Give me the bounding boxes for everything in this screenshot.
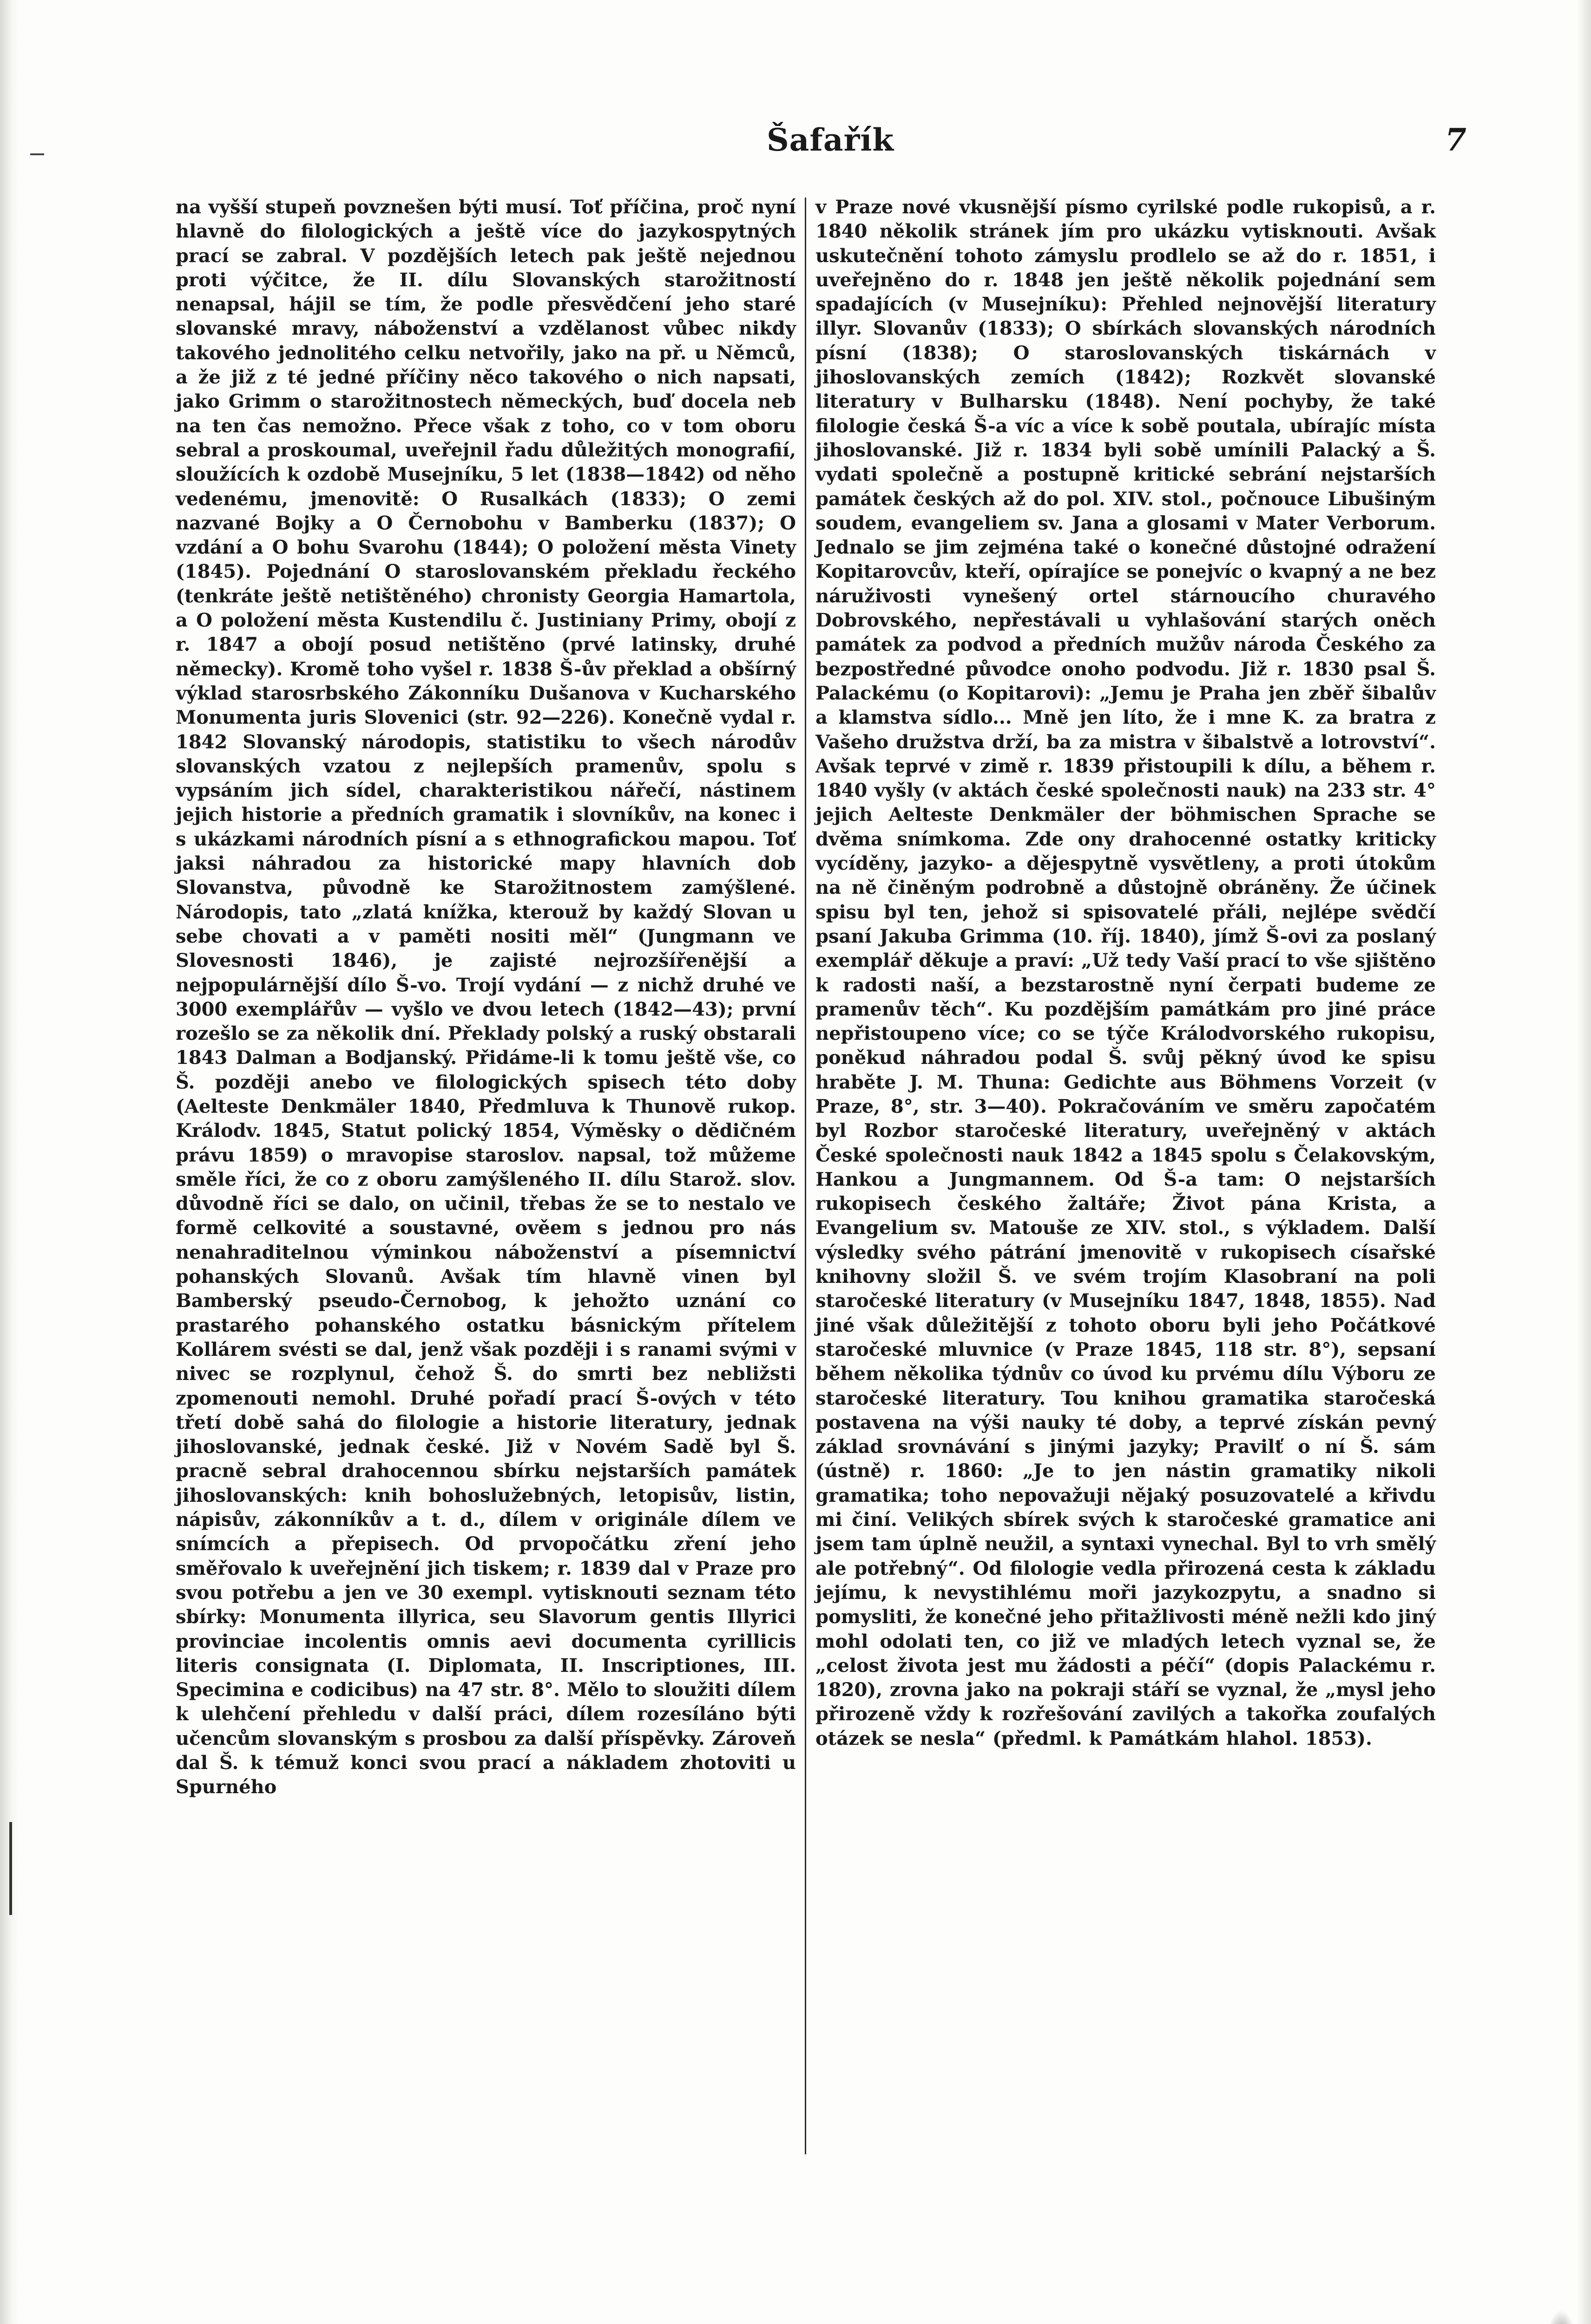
- page-edge-shadow: [1577, 0, 1591, 2324]
- scan-stain: [1547, 2310, 1575, 2324]
- margin-binding-mark: [9, 1822, 19, 1915]
- running-header: [0, 122, 1591, 164]
- left-column: [176, 195, 796, 1800]
- running-title: Šafařík: [767, 122, 894, 158]
- left-column-text: na vyšší stupeň povznešen býti musí. Toť příčina, proč nyní hlavně do filologických a ještě více do jazykospytných prací se zabral. V pozdějších letech pak ještě nejednou proti výčitce, že II. dílu Slovanských starožitností nenapsal, hájil se tím, že podle přesvědčení jeho staré slovanské mravy, náboženství a vzdělanost vůbec nikdy takového jednolitého celku netvořily, jako na př. u Němců, a že již z té jedné příčiny něco takového o nich napsati, jako Grimm o starožitnostech německých, buď docela neb na ten čas nemožno. Přece však z toho, co v tom oboru sebral a proskoumal, uveřejnil řadu důležitých monografií, sloužících k ozdobě Musejníku, 5 let (1838—1842) od něho vedenému, jmenovitě: O Rusalkách (1833); O zemi nazvané Bojky a O Černobohu v Bamberku (1837); O vzdání a O bohu Svarohu (1844); O položení města Vinety (1845). Pojednání O staroslovanském překladu řeckého (tenkráte ještě netištěného) chronisty Georgia Hamartola, a O položení města Kustendilu č. Justiniany Primy, obojí z r. 1847 a obojí posud netištěno (prvé latinsky, druhé německy). Kromě toho vyšel r. 1838 Š-ův překlad a obšírný výklad starosrbského Zákonníku Dušanova v Kucharského Monumenta juris Slovenici (str. 92—226). Konečně vydal r. 1842 Slovanský národopis, statistiku to všech národův slovanských vzatou z nejlepších pramenův, spolu s vypsáním jich sídel, charakteristikou nářečí, nástinem jejich historie a předních gramatik i slovníkův, na konec i s ukázkami národních písní a s ethnografickou mapou. Toť jaksi náhradou za historické mapy hlavních dob Slovanstva, původně ke Starožitnostem zamýšlené. Národopis, tato „zlatá knížka, kterouž by každý Slovan u sebe chovati a v paměti nositi měl“ (Jungmann ve Slovesnosti 1846), je zajisté nejrozšířenější a nejpopulárnější dílo Š-vo. Trojí vydání — z nichž druhé ve 3000 exemplářův — vyšlo ve dvou letech (1842—43); první rozešlo se za několik dní. Překlady polský a ruský obstarali 1843 Dalman a Bodjanský. Přidáme-li k tomu ještě vše, co Š. později anebo ve filologických spisech této doby (Aelteste Denkmäler 1840, Předmluva k Thunově rukop. Králodv. 1845, Statut polický 1854, Výměsky o dědičném právu 1859) o mravopise staroslov. napsal, tož můžeme směle říci, že co z oboru zamýšleného II. dílu Starož. slov. důvodně říci se dalo, on učinil, třebas že se to nestalo ve formě celkovité a soustavné, ověem s jednou pro nás nenahraditelnou výminkou náboženství a písemnictví pohanských Slovanů. Avšak tím hlavně vinen byl Bamberský pseudo-Černobog, k jehožto uznání co prastarého pohanského ostatku básnickým přítelem Kollárem svésti se dal, jenž však později i s ranami svými v nivec se rozplynul, čehož Š. do smrti bez nebližsti zpomenouti nemohl. Druhé pořadí prací Š-ových v této třetí době sahá do filologie a historie literatury, jednak jihoslovanské, jednak české. Již v Novém Sadě byl Š. pracně sebral drahocennou sbírku nejstarších památek jihoslovanských: knih bohoslužebných, letopisův, listin, nápisův, zákonníkův a t. d., dílem v originále dílem ve snímcích a přepisech. Od prvopočátku zření jeho směřovalo k uveřejnění jich tiskem; r. 1839 dal v Praze pro svou potřebu a jen ve 30 exempl. vytisknouti seznam této sbírky: Monumenta illyrica, seu Slavorum gentis Illyrici provinciae incolentis omnis aevi documenta cyrillicis literis consignata (I. Diplomata, II. Inscriptiones, III. Specimina e codicibus) na 47 str. 8°. Mělo to sloužiti dílem k ulehčení přehledu v další práci, dílem rozesíláno býti učencům slovanským s prosbou za další příspěvky. Zároveň dal Š. k témuž konci svou prací a nákladem zhotoviti u Spurného: [176, 196, 796, 1798]
- page-number: 7: [1445, 122, 1466, 158]
- column-divider: [805, 198, 806, 2154]
- right-column-text: v Praze nové vkusnější písmo cyrilské podle rukopisů, a r. 1840 několik stránek jím pro ukázku vytisknouti. Avšak uskutečnění tohoto zámyslu prodlelo se až do r. 1851, i uveřejněno do r. 1848 jen ještě několik pojednání sem spadajících (v Musejníku): Přehled nejnovější literatury illyr. Slovanův (1833); O sbírkách slovanských národních písní (1838); O staroslovanských tiskárnách v jihoslovanských zemích (1842); Rozkvět slovanské literatury v Bulharsku (1848). Není pochyby, že také filologie česká Š-a víc a více k sobě poutala, ubírajíc místa jihoslovanské. Již r. 1834 byli sobě umínili Palacký a Š. vydati společně a postupně kritické sebrání nejstarších památek českých až do pol. XIV. stol., počnouce Libušiným soudem, evangeliem sv. Jana a glosami v Mater Verborum. Jednalo se jim zejména také o konečné důstojné odražení Kopitarovcův, kteří, opírajíce se ponejvíc o kvapný a ne bez náruživosti vynešený ortel stárnoucího churavého Dobrovského, nepřestávali u vyhlašování starých oněch památek za podvod a předních mužův národa Českého za bezpostředné původce onoho podvodu. Již r. 1830 psal Š. Palackému (o Kopitarovi): „Jemu je Praha jen zběř šibalův a klamstva sídlo... Mně jen líto, že i mne K. za bratra z Vašeho družstva drží, ba za mistra v šibalstvě a lotrovství“. Avšak teprvé v zimě r. 1839 přistoupili k dílu, a během r. 1840 vyšly (v aktách české společnosti nauk) na 233 str. 4° jejich Aelteste Denkmäler der böhmischen Sprache se dvěma snímkoma. Zde ony drahocenné ostatky kriticky vycíděny, jazyko- a dějespytně vysvětleny, a proti útokům na ně činěným podrobně a důstojně obráněny. Že účinek spisu byl ten, jehož si spisovatelé přáli, nejlépe svědčí psaní Jakuba Grimma (10. říj. 1840), jímž Š-ovi za poslaný exemplář děkuje a praví: „Už tedy Vaší prací to vše sjištěno k radosti naší, a bezstarostně nyní čerpati budeme ze pramenův těch“. Ku pozdějším památkám pro jiné práce nepřistoupeno více; co se týče Králodvorského rukopisu, poněkud náhradou podal Š. svůj pěkný úvod ke spisu hraběte J. M. Thuna: Gedichte aus Böhmens Vorzeit (v Praze, 8°, str. 3—40). Pokračováním ve směru započatém byl Rozbor staročeské literatury, uveřejněný v aktách České společnosti nauk 1842 a 1845 spolu s Čelakovským, Hankou a Jungmannem. Od Š-a tam: O nejstarších rukopisech českého žaltáře; Život pána Krista, a Evangelium sv. Matouše ze XIV. stol., s výkladem. Další výsledky svého pátrání jmenovitě v rukopisech císařské knihovny složil Š. ve svém trojím Klasobraní na poli staročeské literatury (v Musejníku 1847, 1848, 1855). Nad jiné však důležitější z tohoto oboru byli jeho Počátkové staročeské mluvnice (v Praze 1845, 118 str. 8°), sepsaní během několika týdnův co úvod ku prvému dílu Výboru ze staročeské literatury. Tou knihou gramatika staročeská postavena na výši nauky té doby, a teprvé získán pevný základ srovnávání s jinými jazyky; Pravilť o ní Š. sám (ústně) r. 1860: „Je to jen nástin gramatiky nikoli gramatika; toho nepovažuji nějaký posuzovatelé a křivdu mi činí. Velikých sbírek svých k staročeské gramatice ani jsem tam úplně neužil, a syntaxi vynechal. Byl to vrh smělý ale potřebný“. Od filologie vedla přirozená cesta k základu jejímu, k nevystihlému moři jazykozpytu, a snadno si pomysliti, že konečné jeho přitažlivosti méně nežli kdo jiný mohl odolati ten, co již ve mladých letech vyznal se, že „celost života jest mu žádosti a péčí“ (dopis Palackému r. 1820), zrovna jako na pokraji stáří se vyznal, že „mysl jeho přirozeně vždy k rozřešování zavilých a takořka zoufalých otázek se nesla“ (předml. k Památkám hlahol. 1853).: [815, 196, 1436, 1750]
- right-column: [815, 195, 1436, 1751]
- margin-tick-mark: [30, 153, 44, 155]
- binding-shadow: [0, 0, 19, 2324]
